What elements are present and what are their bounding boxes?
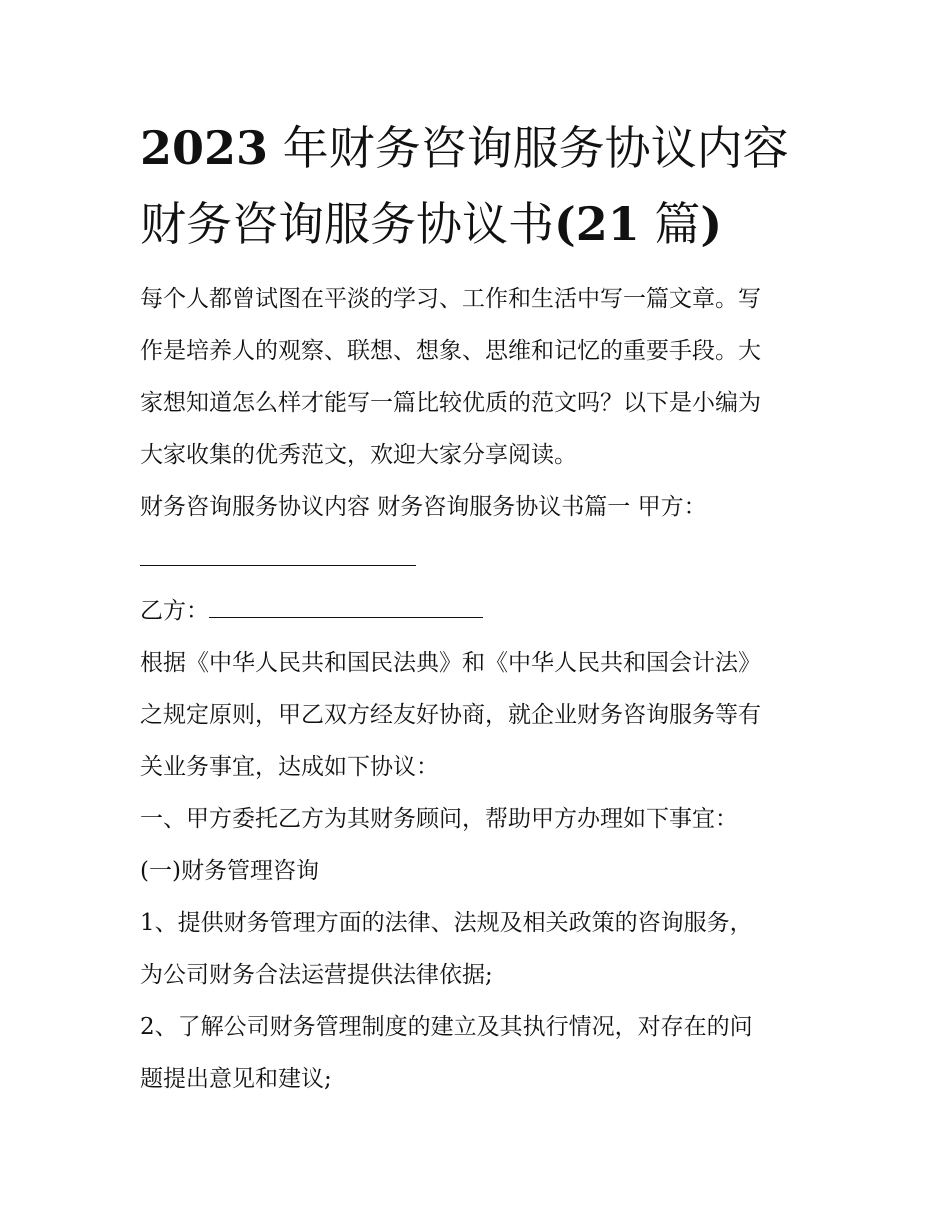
party-a-blank (140, 545, 416, 566)
section-heading: 财务咨询服务协议内容 财务咨询服务协议书篇一 甲方： (140, 494, 707, 520)
document-title (140, 110, 840, 262)
item-2-line: 2、了解公司财务管理制度的建立及其执行情况，对存在的问 (140, 1014, 753, 1040)
document-body (140, 273, 820, 1105)
title-line-2-text: 财务咨询服务协议书 (140, 197, 554, 251)
title-line-1-text: 年财务咨询服务协议内容 (282, 121, 789, 175)
party-b-blank (209, 597, 483, 618)
title-count-unit: 篇 (654, 197, 701, 251)
basis-line: 根据《中华人民共和国民法典》和《中华人民共和国会计法》 (140, 650, 761, 676)
title-close-paren: ) (700, 197, 723, 251)
party-b-row (140, 585, 820, 637)
basis-line: 之规定原则，甲乙双方经友好协商，就企业财务咨询服务等有 (140, 702, 761, 728)
item-1-line: 1、提供财务管理方面的法律、法规及相关政策的咨询服务， (140, 910, 753, 936)
intro-line: 作是培养人的观察、联想、想象、思维和记忆的重要手段。大 (140, 338, 761, 364)
intro-line: 家想知道怎么样才能写一篇比较优质的范文吗？以下是小编为 (140, 390, 761, 416)
intro-line: 每个人都曾试图在平淡的学习、工作和生活中写一篇文章。写 (140, 286, 761, 312)
title-line-1 (140, 121, 789, 175)
party-a-blank-row (140, 533, 820, 585)
title-year: 2023 (140, 121, 269, 175)
title-line-2 (140, 197, 722, 251)
item-2-line: 题提出意见和建议; (140, 1066, 332, 1092)
sub-heading: (一)财务管理咨询 (140, 858, 319, 884)
clause-one: 一、甲方委托乙方为其财务顾问，帮助甲方办理如下事宜： (140, 806, 738, 832)
title-count: (21 (554, 197, 640, 251)
basis-line: 关业务事宜，达成如下协议： (140, 754, 439, 780)
intro-line: 大家收集的优秀范文，欢迎大家分享阅读。 (140, 442, 577, 468)
party-b-label: 乙方： (140, 598, 209, 624)
item-1-line: 为公司财务合法运营提供法律依据; (140, 962, 493, 988)
